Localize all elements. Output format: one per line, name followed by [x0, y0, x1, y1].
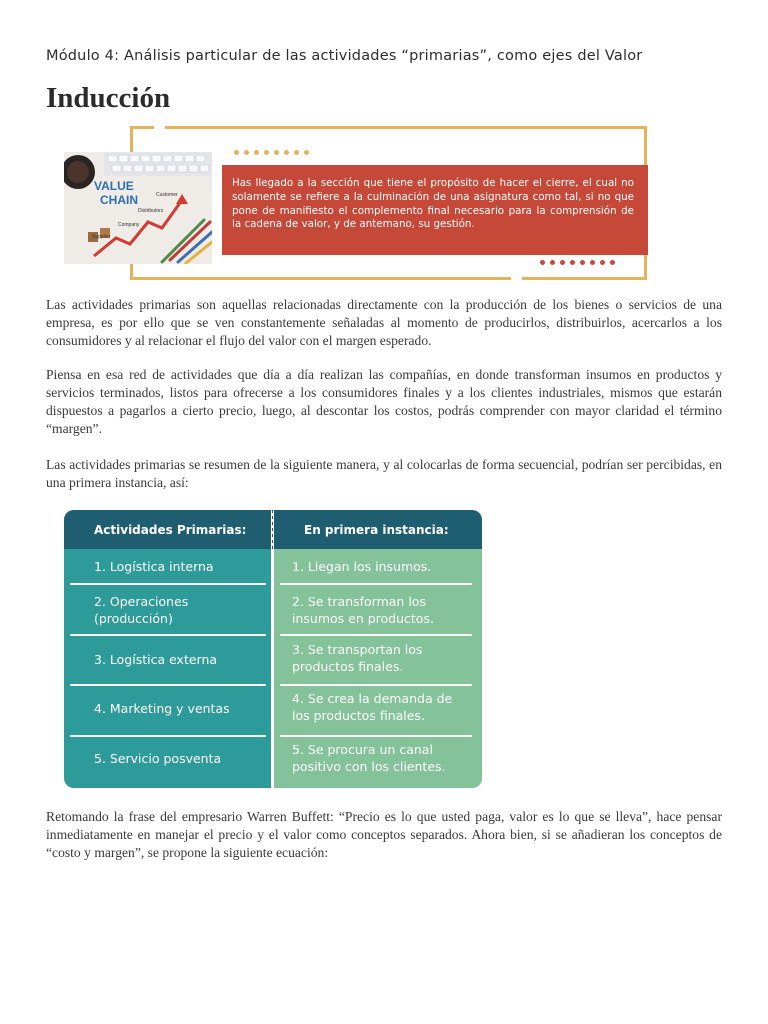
- value-chain-photo: [64, 152, 212, 264]
- table-cell-activity: 2. Operaciones (producción): [94, 594, 189, 626]
- table-row-separator: [280, 684, 472, 686]
- banner-frame-line: [522, 277, 647, 280]
- customer-word: Customer: [156, 192, 178, 198]
- table-cell-activity: 3. Logística externa: [94, 652, 218, 667]
- supplier-word: Supplier: [92, 234, 111, 240]
- table-header-divider: [272, 510, 273, 549]
- table-header-activities: Actividades Primarias:: [94, 523, 247, 537]
- table-header-first-instance: En primera instancia:: [304, 523, 449, 537]
- table-cell-instance: 3. Se transportan los productos finales.: [292, 642, 423, 674]
- company-word: Company: [118, 222, 140, 228]
- banner-text: Has llegado a la sección que tiene el propósito de hacer el cierre, el cual no solamente se refiere a la culminación de una asignatura como tal, si no que pone de manifiesto el complemento final necesario para la comprensión de la cadena de valor, y de antemano, su gestión.: [232, 177, 634, 231]
- table-row-separator: [280, 583, 472, 585]
- intro-banner: [64, 124, 652, 284]
- banner-text-box: [222, 165, 648, 255]
- table-cell-instance: 1. Llegan los insumos.: [292, 559, 432, 574]
- paragraph-activity-network: Piensa en esa red de actividades que día a día realizan las compañías, en donde transforman insumos en productos y servicios terminados, listos para ofrecerse a los consumidores finales y a los clientes industriales, mismos que estarán dispuestos a pagarlos a cierto precio, luego, al descontar los costos, podrás comprender con mayor claridad el término “margen”.: [46, 367, 722, 436]
- page-heading: Inducción: [46, 82, 171, 114]
- table-row-separator: [280, 735, 472, 737]
- table-column-divider: [271, 510, 274, 788]
- paragraph-summary-intro: Las actividades primarias se resumen de la siguiente manera, y al colocarlas de forma secuencial, podrían ser percibidas, en una primera instancia, así:: [46, 457, 722, 490]
- table-cell-activity: 5. Servicio posventa: [94, 751, 222, 766]
- banner-frame-line: [130, 126, 133, 154]
- module-title: Módulo 4: Análisis particular de las actividades “primarias”, como ejes del Valor: [46, 48, 643, 64]
- table-cell-activity: 1. Logística interna: [94, 559, 214, 574]
- primary-activities-table: [64, 510, 482, 788]
- value-word: VALUE: [94, 179, 134, 193]
- paragraph-primary-activities: Las actividades primarias son aquellas relacionadas directamente con la producción de los bienes o servicios de una empresa, es por ello que se ven constantemente señaladas al momento de producirlos, distribuirlos, acercarlos a los consumidores y al relacionar el flujo del valor con el margen esperado.: [46, 297, 722, 348]
- banner-frame-line: [130, 277, 511, 280]
- banner-dots-top: [234, 150, 309, 155]
- chain-word: CHAIN: [100, 193, 138, 207]
- table-row-separator: [70, 735, 266, 737]
- banner-dots-bottom: [540, 260, 615, 265]
- banner-frame-line: [165, 126, 647, 129]
- table-cell-instance: 4. Se crea la demanda de los productos finales.: [292, 691, 453, 723]
- table-row-separator: [70, 684, 266, 686]
- table-cell-instance: 2. Se transforman los insumos en productos.: [292, 594, 434, 626]
- table-row-separator: [70, 634, 266, 636]
- table-row-separator: [70, 583, 266, 585]
- table-cell-activity: 4. Marketing y ventas: [94, 701, 230, 716]
- banner-frame-line: [130, 126, 154, 129]
- distributors-word: Distributors: [138, 208, 164, 214]
- paragraph-buffett-quote: Retomando la frase del empresario Warren Buffett: “Precio es lo que usted paga, valor es lo que se lleva”, hace pensar inmediatamente en manejar el precio y el valor como conceptos separados. Ahora bien, si se añadieran los conceptos de “costo y margen”, se propone la siguiente ecuación:: [46, 809, 722, 860]
- table-row-separator: [280, 634, 472, 636]
- table-cell-instance: 5. Se procura un canal positivo con los clientes.: [292, 742, 446, 774]
